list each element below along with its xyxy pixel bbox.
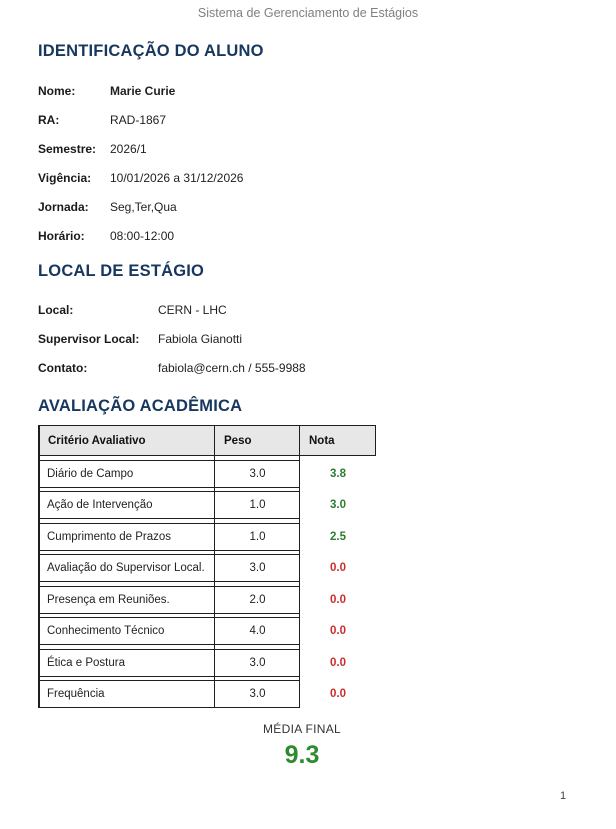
cell-criterio: Conhecimento Técnico: [38, 617, 215, 645]
document-header: Sistema de Gerenciamento de Estágios: [197, 6, 419, 20]
cell-criterio: Frequência: [38, 680, 215, 708]
field-label: Horário:: [38, 228, 85, 243]
table-header-row: [38, 425, 376, 456]
avaliacao-table: [38, 425, 376, 708]
field-label: Contato:: [38, 360, 88, 375]
field-value: Marie Curie: [110, 83, 176, 98]
cell-nota: 2.5: [330, 530, 346, 543]
page-number: 1: [560, 790, 567, 802]
cell-nota: 0.0: [330, 625, 346, 637]
field-value: 10/01/2026 a 31/12/2026: [110, 170, 244, 185]
cell-peso: 4.0: [215, 617, 300, 645]
field-label: RA:: [38, 112, 60, 127]
cell-peso: 1.0: [215, 523, 300, 551]
section-title-identificacao: IDENTIFICAÇÃO DO ALUNO: [38, 42, 264, 60]
field-row-nome: [38, 76, 243, 105]
table-row: [38, 649, 376, 677]
field-row-ra: [38, 105, 243, 134]
field-value: 08:00-12:00: [110, 228, 175, 243]
cell-peso: 1.0: [215, 491, 300, 519]
field-label: Local:: [38, 302, 74, 317]
cell-criterio: Ação de Intervenção: [38, 491, 215, 519]
table-row: [38, 523, 376, 551]
field-row-semestre: [38, 134, 243, 163]
table-rule-peso-nota: [299, 425, 301, 708]
cell-criterio: Diário de Campo: [38, 460, 215, 488]
field-value: fabiola@cern.ch / 555-9988: [158, 360, 306, 375]
field-label: Jornada:: [38, 199, 89, 214]
cell-peso: 3.0: [215, 554, 300, 582]
column-header-nota: Nota: [300, 425, 376, 456]
column-header-criterio: Critério Avaliativo: [38, 425, 215, 456]
column-header-peso: Peso: [215, 425, 300, 456]
table-rule-left: [38, 425, 40, 708]
cell-peso: 3.0: [215, 460, 300, 488]
media-final-label: MÉDIA FINAL: [263, 722, 341, 736]
table-row: [38, 554, 376, 582]
local-estagio-fields: [38, 295, 306, 382]
table-row: [38, 460, 376, 488]
field-label: Nome:: [38, 83, 76, 98]
cell-nota: 0.0: [330, 593, 346, 606]
field-label: Supervisor Local:: [38, 331, 140, 346]
field-row-jornada: [38, 192, 243, 221]
section-title-avaliacao: AVALIAÇÃO ACADÊMICA: [38, 397, 243, 415]
field-value: RAD-1867: [110, 112, 167, 127]
cell-nota: 3.0: [330, 499, 346, 511]
cell-nota: 0.0: [330, 562, 346, 574]
cell-peso: 3.0: [215, 649, 300, 677]
table-rule-criterio-peso: [214, 425, 216, 708]
field-label: Vigência:: [38, 170, 92, 185]
field-value: Seg,Ter,Qua: [110, 199, 177, 214]
cell-criterio: Avaliação do Supervisor Local.: [38, 554, 215, 582]
field-row-local: [38, 295, 306, 324]
section-title-local-estagio: LOCAL DE ESTÁGIO: [38, 262, 205, 280]
cell-nota: 3.8: [330, 467, 346, 480]
field-row-supervisor: [38, 324, 306, 353]
cell-criterio: Ética e Postura: [38, 649, 215, 677]
field-value: CERN - LHC: [158, 302, 227, 317]
field-row-vigencia: [38, 163, 243, 192]
field-row-horario: [38, 221, 243, 250]
table-row: [38, 491, 376, 519]
table-row: [38, 617, 376, 645]
field-label: Semestre:: [38, 141, 97, 156]
field-value: 2026/1: [110, 141, 147, 156]
media-final-block: [0, 722, 604, 770]
cell-nota: 0.0: [330, 688, 346, 700]
cell-criterio: Presença em Reuniões.: [38, 586, 215, 614]
field-value: Fabiola Gianotti: [158, 331, 243, 346]
cell-peso: 3.0: [215, 680, 300, 708]
cell-peso: 2.0: [215, 586, 300, 614]
identificacao-fields: [38, 76, 243, 250]
table-row: [38, 680, 376, 708]
cell-criterio: Cumprimento de Prazos: [38, 523, 215, 551]
cell-nota: 0.0: [330, 656, 346, 669]
field-row-contato: [38, 353, 306, 382]
table-row: [38, 586, 376, 614]
media-final-value: 9.3: [284, 741, 320, 769]
